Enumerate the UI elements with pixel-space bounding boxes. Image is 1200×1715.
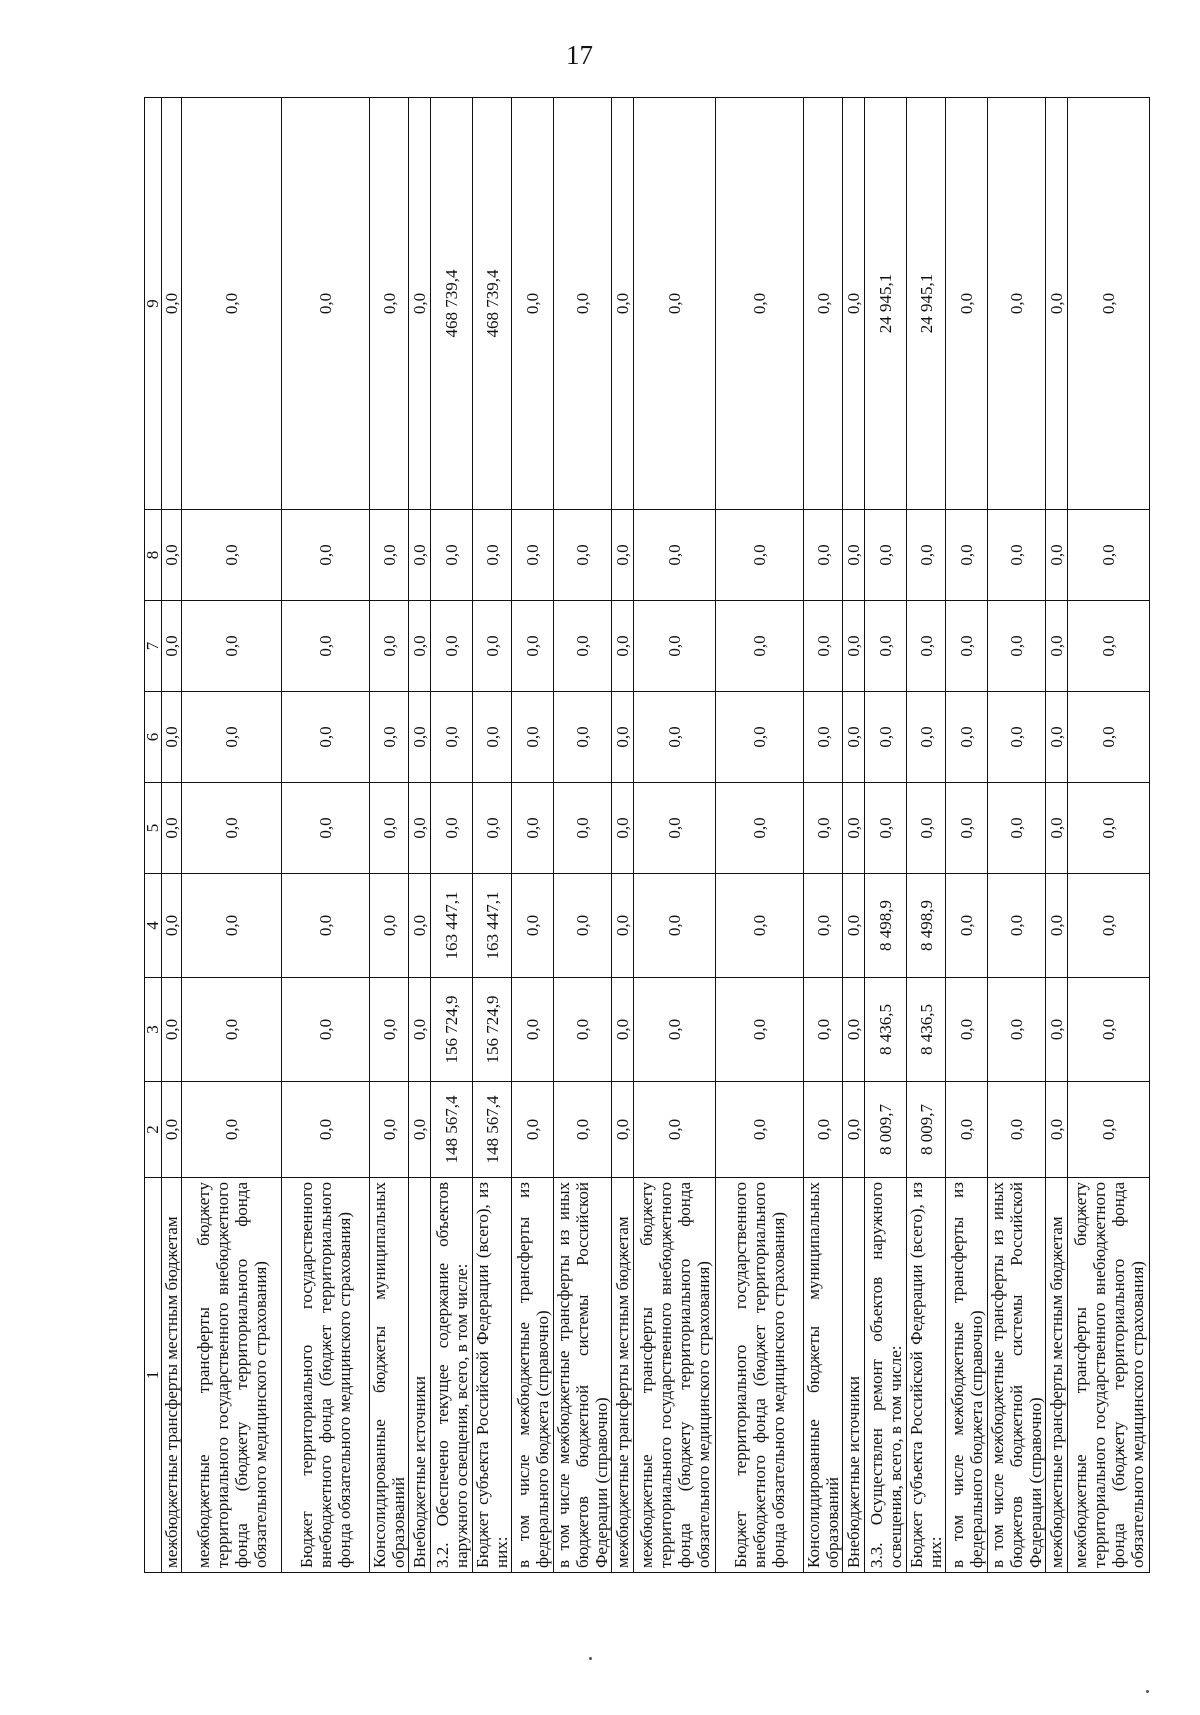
value-cell-col-9: 0,0 (946, 98, 988, 510)
value-cell-col-6: 0,0 (907, 692, 946, 783)
value-cell-col-2: 0,0 (409, 1082, 431, 1178)
value-cell-col-4: 0,0 (512, 874, 554, 978)
value-cell-col-7: 0,0 (804, 601, 843, 692)
value-cell-col-9: 0,0 (554, 98, 612, 510)
value-cell-col-7: 0,0 (946, 601, 988, 692)
value-cell-col-7: 0,0 (612, 601, 634, 692)
value-cell-col-7: 0,0 (473, 601, 512, 692)
value-cell-col-8: 0,0 (182, 510, 282, 601)
value-cell-col-4: 0,0 (554, 874, 612, 978)
row-label: 3.2. Обеспечено текущее содержание объектов наружного освещения, всего, в том числе: (431, 1178, 473, 1573)
value-cell-col-7: 0,0 (431, 601, 473, 692)
value-cell-col-3: 0,0 (512, 978, 554, 1082)
value-cell-col-2: 0,0 (612, 1082, 634, 1178)
value-cell-col-7: 0,0 (370, 601, 409, 692)
value-cell-col-2: 0,0 (512, 1082, 554, 1178)
value-cell-col-8: 0,0 (473, 510, 512, 601)
value-cell-col-8: 0,0 (988, 510, 1046, 601)
value-cell-col-3: 0,0 (182, 978, 282, 1082)
value-cell-col-8: 0,0 (804, 510, 843, 601)
value-cell-col-3: 0,0 (843, 978, 865, 1082)
value-cell-col-9: 468 739,4 (431, 98, 473, 510)
table-body (145, 98, 1150, 1573)
value-cell-col-5: 0,0 (946, 783, 988, 874)
value-cell-col-9: 0,0 (409, 98, 431, 510)
value-cell-col-9: 0,0 (612, 98, 634, 510)
rotated-table-container (143, 98, 1147, 1573)
value-cell-col-6: 0,0 (1068, 692, 1150, 783)
table-row (612, 98, 634, 1573)
value-cell-col-3: 0,0 (1068, 978, 1150, 1082)
header-cell-6: 6 (145, 692, 162, 783)
value-cell-col-5: 0,0 (182, 783, 282, 874)
value-cell-col-4: 163 447,1 (431, 874, 473, 978)
value-cell-col-2: 0,0 (282, 1082, 370, 1178)
header-cell-9: 9 (145, 98, 162, 510)
table-row (865, 98, 907, 1573)
value-cell-col-9: 0,0 (804, 98, 843, 510)
row-label: Бюджет территориального государственного внебюджетного фонда (бюджет территориального фонда обязательного медицинского страхования) (716, 1178, 804, 1573)
header-row (145, 98, 162, 1573)
value-cell-col-2: 0,0 (554, 1082, 612, 1178)
value-cell-col-9: 0,0 (370, 98, 409, 510)
value-cell-col-8: 0,0 (1068, 510, 1150, 601)
value-cell-col-3: 0,0 (946, 978, 988, 1082)
row-label: Бюджет субъекта Российской Федерации (всего), из них: (473, 1178, 512, 1573)
value-cell-col-8: 0,0 (370, 510, 409, 601)
table-row (512, 98, 554, 1573)
value-cell-col-4: 0,0 (612, 874, 634, 978)
value-cell-col-9: 0,0 (282, 98, 370, 510)
header-cell-2: 2 (145, 1082, 162, 1178)
value-cell-col-2: 0,0 (843, 1082, 865, 1178)
value-cell-col-6: 0,0 (554, 692, 612, 783)
table-row (1068, 98, 1150, 1573)
value-cell-col-9: 24 945,1 (907, 98, 946, 510)
value-cell-col-3: 0,0 (370, 978, 409, 1082)
value-cell-col-9: 0,0 (716, 98, 804, 510)
scan-speck (589, 1657, 592, 1660)
value-cell-col-3: 0,0 (612, 978, 634, 1082)
value-cell-col-8: 0,0 (634, 510, 716, 601)
value-cell-col-4: 0,0 (988, 874, 1046, 978)
value-cell-col-7: 0,0 (282, 601, 370, 692)
header-cell-8: 8 (145, 510, 162, 601)
value-cell-col-8: 0,0 (512, 510, 554, 601)
table-row (843, 98, 865, 1573)
value-cell-col-7: 0,0 (554, 601, 612, 692)
value-cell-col-2: 0,0 (946, 1082, 988, 1178)
value-cell-col-7: 0,0 (162, 601, 182, 692)
value-cell-col-2: 8 009,7 (865, 1082, 907, 1178)
table-row (282, 98, 370, 1573)
value-cell-col-3: 0,0 (988, 978, 1046, 1082)
value-cell-col-9: 0,0 (634, 98, 716, 510)
value-cell-col-6: 0,0 (282, 692, 370, 783)
value-cell-col-6: 0,0 (370, 692, 409, 783)
value-cell-col-4: 8 498,9 (907, 874, 946, 978)
value-cell-col-2: 148 567,4 (473, 1082, 512, 1178)
table-row (473, 98, 512, 1573)
value-cell-col-3: 8 436,5 (907, 978, 946, 1082)
value-cell-col-4: 0,0 (1046, 874, 1068, 978)
value-cell-col-6: 0,0 (988, 692, 1046, 783)
value-cell-col-9: 0,0 (988, 98, 1046, 510)
value-cell-col-7: 0,0 (512, 601, 554, 692)
value-cell-col-2: 0,0 (182, 1082, 282, 1178)
value-cell-col-5: 0,0 (282, 783, 370, 874)
row-label: 3.3. Осуществлен ремонт объектов наружного освещения, всего, в том числе: (865, 1178, 907, 1573)
value-cell-col-3: 0,0 (804, 978, 843, 1082)
value-cell-col-4: 0,0 (282, 874, 370, 978)
value-cell-col-8: 0,0 (162, 510, 182, 601)
row-label: Внебюджетные источники (409, 1178, 431, 1573)
value-cell-col-8: 0,0 (1046, 510, 1068, 601)
value-cell-col-6: 0,0 (865, 692, 907, 783)
value-cell-col-9: 24 945,1 (865, 98, 907, 510)
row-label: в том числе межбюджетные трансферты из федерального бюджета (справочно) (946, 1178, 988, 1573)
value-cell-col-6: 0,0 (843, 692, 865, 783)
row-label: в том числе межбюджетные трансферты из федерального бюджета (справочно) (512, 1178, 554, 1573)
value-cell-col-9: 0,0 (1046, 98, 1068, 510)
value-cell-col-3: 0,0 (282, 978, 370, 1082)
value-cell-col-7: 0,0 (1068, 601, 1150, 692)
value-cell-col-8: 0,0 (907, 510, 946, 601)
header-cell-1: 1 (145, 1178, 162, 1573)
value-cell-col-9: 0,0 (162, 98, 182, 510)
value-cell-col-9: 0,0 (843, 98, 865, 510)
value-cell-col-6: 0,0 (431, 692, 473, 783)
value-cell-col-4: 0,0 (946, 874, 988, 978)
table-row (907, 98, 946, 1573)
value-cell-col-7: 0,0 (988, 601, 1046, 692)
value-cell-col-2: 0,0 (804, 1082, 843, 1178)
table-row (716, 98, 804, 1573)
page-number: 17 (566, 40, 593, 70)
value-cell-col-2: 0,0 (988, 1082, 1046, 1178)
value-cell-col-6: 0,0 (473, 692, 512, 783)
value-cell-col-5: 0,0 (1068, 783, 1150, 874)
value-cell-col-4: 0,0 (716, 874, 804, 978)
value-cell-col-4: 0,0 (370, 874, 409, 978)
value-cell-col-7: 0,0 (182, 601, 282, 692)
value-cell-col-2: 8 009,7 (907, 1082, 946, 1178)
table-row (988, 98, 1046, 1573)
value-cell-col-4: 0,0 (182, 874, 282, 978)
value-cell-col-5: 0,0 (162, 783, 182, 874)
value-cell-col-5: 0,0 (1046, 783, 1068, 874)
value-cell-col-2: 0,0 (716, 1082, 804, 1178)
value-cell-col-3: 156 724,9 (473, 978, 512, 1082)
row-label: Бюджет территориального государственного внебюджетного фонда (бюджет территориального фонда обязательного медицинского страхования) (282, 1178, 370, 1573)
value-cell-col-5: 0,0 (554, 783, 612, 874)
value-cell-col-8: 0,0 (843, 510, 865, 601)
value-cell-col-6: 0,0 (409, 692, 431, 783)
header-cell-4: 4 (145, 874, 162, 978)
value-cell-col-6: 0,0 (634, 692, 716, 783)
header-cell-3: 3 (145, 978, 162, 1082)
value-cell-col-9: 0,0 (1068, 98, 1150, 510)
header-cell-5: 5 (145, 783, 162, 874)
value-cell-col-7: 0,0 (634, 601, 716, 692)
table-row (634, 98, 716, 1573)
value-cell-col-6: 0,0 (612, 692, 634, 783)
value-cell-col-5: 0,0 (473, 783, 512, 874)
value-cell-col-2: 0,0 (370, 1082, 409, 1178)
value-cell-col-8: 0,0 (409, 510, 431, 601)
value-cell-col-5: 0,0 (907, 783, 946, 874)
row-label: межбюджетные трансферты местным бюджетам (612, 1178, 634, 1573)
value-cell-col-7: 0,0 (1046, 601, 1068, 692)
value-cell-col-5: 0,0 (843, 783, 865, 874)
value-cell-col-6: 0,0 (182, 692, 282, 783)
value-cell-col-4: 0,0 (634, 874, 716, 978)
row-label: в том числе межбюджетные трансферты из иных бюджетов бюджетной системы Российской Федерации (справочно) (554, 1178, 612, 1573)
value-cell-col-3: 0,0 (162, 978, 182, 1082)
value-cell-col-5: 0,0 (634, 783, 716, 874)
table-row (182, 98, 282, 1573)
value-cell-col-9: 468 739,4 (473, 98, 512, 510)
value-cell-col-2: 0,0 (1068, 1082, 1150, 1178)
value-cell-col-6: 0,0 (162, 692, 182, 783)
value-cell-col-4: 0,0 (804, 874, 843, 978)
value-cell-col-6: 0,0 (946, 692, 988, 783)
table-row (162, 98, 182, 1573)
budget-table (144, 97, 1150, 1573)
row-label: Бюджет субъекта Российской Федерации (всего), из них: (907, 1178, 946, 1573)
value-cell-col-5: 0,0 (512, 783, 554, 874)
value-cell-col-7: 0,0 (716, 601, 804, 692)
table-row (804, 98, 843, 1573)
value-cell-col-2: 148 567,4 (431, 1082, 473, 1178)
value-cell-col-4: 0,0 (1068, 874, 1150, 978)
value-cell-col-3: 0,0 (1046, 978, 1068, 1082)
row-label: межбюджетные трансферты местным бюджетам (162, 1178, 182, 1573)
value-cell-col-3: 0,0 (716, 978, 804, 1082)
value-cell-col-5: 0,0 (431, 783, 473, 874)
value-cell-col-3: 0,0 (634, 978, 716, 1082)
value-cell-col-8: 0,0 (554, 510, 612, 601)
header-cell-7: 7 (145, 601, 162, 692)
value-cell-col-5: 0,0 (370, 783, 409, 874)
value-cell-col-7: 0,0 (907, 601, 946, 692)
value-cell-col-9: 0,0 (512, 98, 554, 510)
value-cell-col-3: 8 436,5 (865, 978, 907, 1082)
table-row (946, 98, 988, 1573)
value-cell-col-8: 0,0 (431, 510, 473, 601)
value-cell-col-2: 0,0 (162, 1082, 182, 1178)
value-cell-col-6: 0,0 (1046, 692, 1068, 783)
value-cell-col-6: 0,0 (512, 692, 554, 783)
value-cell-col-2: 0,0 (634, 1082, 716, 1178)
value-cell-col-5: 0,0 (865, 783, 907, 874)
value-cell-col-2: 0,0 (1046, 1082, 1068, 1178)
row-label: Внебюджетные источники (843, 1178, 865, 1573)
value-cell-col-4: 0,0 (409, 874, 431, 978)
row-label: межбюджетные трансферты бюджету территориального государственного внебюджетного фонда (бюджету территориального фонда обязательного медицинского страхования) (182, 1178, 282, 1573)
value-cell-col-5: 0,0 (612, 783, 634, 874)
row-label: межбюджетные трансферты бюджету территориального государственного внебюджетного фонда (бюджету территориального фонда обязательного медицинского страхования) (1068, 1178, 1150, 1573)
value-cell-col-8: 0,0 (612, 510, 634, 601)
value-cell-col-8: 0,0 (282, 510, 370, 601)
value-cell-col-6: 0,0 (804, 692, 843, 783)
row-label: Консолидированные бюджеты муниципальных образований (804, 1178, 843, 1573)
value-cell-col-8: 0,0 (865, 510, 907, 601)
table-row (370, 98, 409, 1573)
table-row (431, 98, 473, 1573)
value-cell-col-5: 0,0 (804, 783, 843, 874)
value-cell-col-3: 156 724,9 (431, 978, 473, 1082)
value-cell-col-3: 0,0 (554, 978, 612, 1082)
value-cell-col-4: 8 498,9 (865, 874, 907, 978)
value-cell-col-7: 0,0 (409, 601, 431, 692)
table-row (409, 98, 431, 1573)
row-label: межбюджетные трансферты местным бюджетам (1046, 1178, 1068, 1573)
row-label: в том числе межбюджетные трансферты из иных бюджетов бюджетной системы Российской Федерации (справочно) (988, 1178, 1046, 1573)
value-cell-col-7: 0,0 (865, 601, 907, 692)
table-row (1046, 98, 1068, 1573)
table-row (554, 98, 612, 1573)
value-cell-col-5: 0,0 (988, 783, 1046, 874)
value-cell-col-3: 0,0 (409, 978, 431, 1082)
value-cell-col-4: 163 447,1 (473, 874, 512, 978)
value-cell-col-6: 0,0 (716, 692, 804, 783)
value-cell-col-8: 0,0 (716, 510, 804, 601)
value-cell-col-5: 0,0 (716, 783, 804, 874)
value-cell-col-4: 0,0 (843, 874, 865, 978)
value-cell-col-5: 0,0 (409, 783, 431, 874)
value-cell-col-4: 0,0 (162, 874, 182, 978)
value-cell-col-9: 0,0 (182, 98, 282, 510)
row-label: межбюджетные трансферты бюджету территориального государственного внебюджетного фонда (бюджету территориального фонда обязательного медицинского страхования) (634, 1178, 716, 1573)
row-label: Консолидированные бюджеты муниципальных образований (370, 1178, 409, 1573)
value-cell-col-7: 0,0 (843, 601, 865, 692)
value-cell-col-8: 0,0 (946, 510, 988, 601)
scan-speck (1146, 1690, 1149, 1693)
